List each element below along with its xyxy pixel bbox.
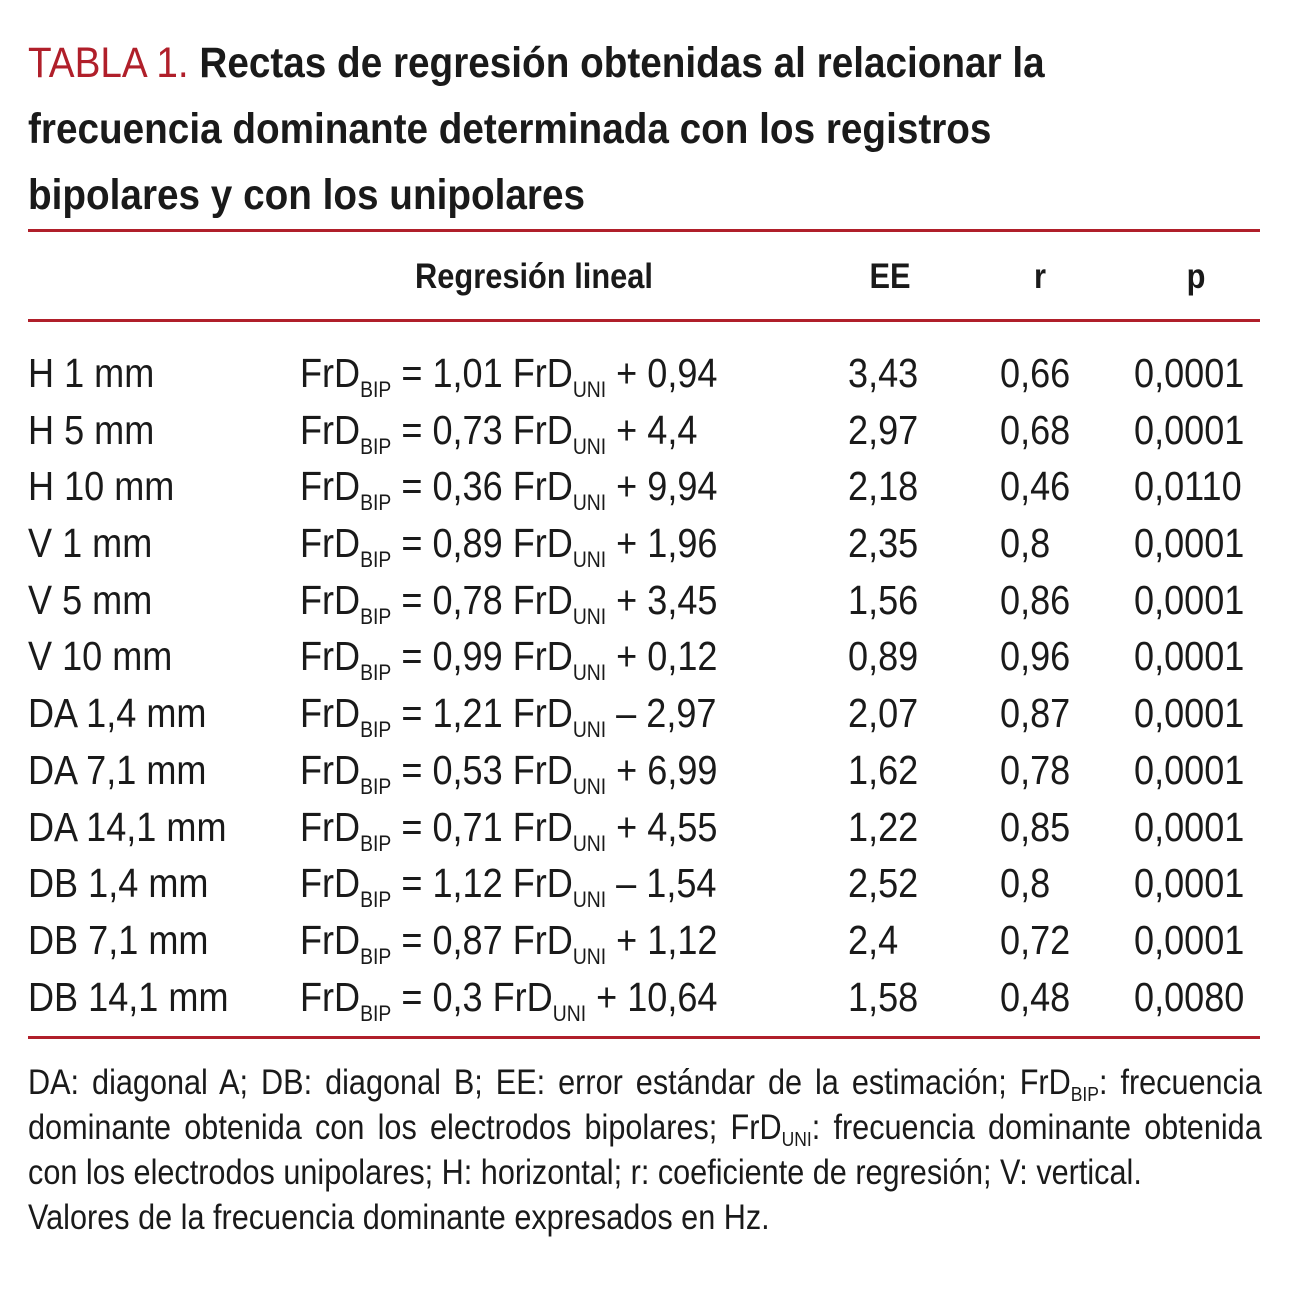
regression-equation xyxy=(300,799,718,855)
row-label: H 10 mm xyxy=(28,463,175,510)
table-footnote xyxy=(28,1060,1262,1240)
equation-eq-end: + 4,4 xyxy=(606,406,698,453)
table-row xyxy=(0,742,1290,799)
r-value: 0,85 xyxy=(1000,803,1071,850)
equation-lhs-sub: BIP xyxy=(360,717,392,743)
r-value: 0,86 xyxy=(1000,576,1071,623)
table-row xyxy=(0,458,1290,515)
regression-equation xyxy=(300,969,717,1025)
table-row xyxy=(0,912,1290,969)
row-label: DB 1,4 mm xyxy=(28,860,209,907)
p-value: 0,0001 xyxy=(1134,746,1245,793)
r-value: 0,46 xyxy=(1000,463,1071,510)
equation-rhs-sub: UNI xyxy=(552,1000,587,1026)
equation-rhs-sub: UNI xyxy=(572,433,607,459)
equation-rhs-sub: UNI xyxy=(572,603,607,629)
header-r: r xyxy=(1034,257,1046,296)
footnote-units: Valores de la frecuencia dominante expresados en Hz. xyxy=(28,1198,770,1237)
equation-eq-end: + 4,55 xyxy=(606,803,718,850)
equation-lhs-sub: BIP xyxy=(360,433,392,459)
table-row xyxy=(0,799,1290,856)
equation-eq-mid: = 0,73 FrD xyxy=(391,406,573,453)
top-rule xyxy=(28,229,1260,232)
ee-value: 2,4 xyxy=(848,916,899,963)
regression-equation xyxy=(300,345,718,401)
bottom-rule xyxy=(28,1036,1260,1039)
equation-lhs-sub: BIP xyxy=(360,547,392,573)
equation-lhs-sub: BIP xyxy=(360,603,392,629)
equation-eq-end: – 2,97 xyxy=(606,690,717,737)
table-row xyxy=(0,685,1290,742)
equation-rhs-sub: UNI xyxy=(572,547,607,573)
equation-eq-end: + 1,12 xyxy=(606,916,718,963)
ee-value: 0,89 xyxy=(848,633,919,680)
regression-equation xyxy=(300,572,718,628)
ee-value: 2,18 xyxy=(848,463,919,510)
r-value: 0,72 xyxy=(1000,916,1071,963)
equation-lhs: FrD xyxy=(300,520,361,567)
p-value: 0,0110 xyxy=(1134,463,1242,510)
row-label: H 1 mm xyxy=(28,350,155,396)
table-row xyxy=(0,628,1290,685)
equation-lhs: FrD xyxy=(300,350,361,396)
regression-equation xyxy=(300,402,697,458)
ee-value: 1,22 xyxy=(848,803,919,850)
equation-eq-mid: = 0,53 FrD xyxy=(391,746,573,793)
equation-eq-mid: = 0,87 FrD xyxy=(391,916,573,963)
regression-equation xyxy=(300,742,718,798)
table-row xyxy=(0,855,1290,912)
ee-value: 2,07 xyxy=(848,690,919,737)
r-value: 0,87 xyxy=(1000,690,1071,737)
regression-equation xyxy=(300,685,717,741)
row-label: DA 14,1 mm xyxy=(28,803,227,850)
equation-eq-mid: = 0,36 FrD xyxy=(391,463,573,510)
equation-rhs-sub: UNI xyxy=(572,490,607,516)
equation-eq-mid: = 0,99 FrD xyxy=(391,633,573,680)
equation-lhs-sub: BIP xyxy=(360,377,392,402)
p-value: 0,0001 xyxy=(1134,803,1245,850)
equation-eq-end: – 1,54 xyxy=(606,860,717,907)
ee-value: 3,43 xyxy=(848,350,919,396)
regression-equation xyxy=(300,855,717,911)
table-row xyxy=(0,515,1290,572)
equation-lhs-sub: BIP xyxy=(360,490,392,516)
r-value: 0,48 xyxy=(1000,973,1071,1020)
regression-equation xyxy=(300,458,718,514)
equation-rhs-sub: UNI xyxy=(572,717,607,743)
row-label: H 5 mm xyxy=(28,406,155,453)
equation-eq-mid: = 1,21 FrD xyxy=(391,690,573,737)
equation-rhs-sub: UNI xyxy=(572,773,607,799)
regression-equation xyxy=(300,628,718,684)
equation-eq-mid: = 0,3 FrD xyxy=(391,973,553,1020)
row-label: DB 7,1 mm xyxy=(28,916,209,963)
r-value: 0,8 xyxy=(1000,860,1051,907)
equation-eq-mid: = 1,01 FrD xyxy=(391,350,573,396)
row-label: DA 7,1 mm xyxy=(28,746,207,793)
equation-rhs-sub: UNI xyxy=(572,943,607,969)
table-body xyxy=(0,345,1290,1025)
p-value: 0,0001 xyxy=(1134,520,1245,567)
header-ee: EE xyxy=(869,257,911,296)
regression-equation xyxy=(300,912,718,968)
equation-lhs: FrD xyxy=(300,746,361,793)
equation-rhs-sub: UNI xyxy=(572,830,607,856)
equation-rhs-sub: UNI xyxy=(572,377,607,402)
footnote-sub-bip: BIP xyxy=(1070,1084,1099,1106)
header-p: p xyxy=(1186,257,1206,296)
equation-rhs-sub: UNI xyxy=(572,660,607,686)
row-label: V 1 mm xyxy=(28,520,153,567)
p-value: 0,0001 xyxy=(1134,350,1245,396)
equation-eq-end: + 1,96 xyxy=(606,520,718,567)
equation-eq-mid: = 0,89 FrD xyxy=(391,520,573,567)
ee-value: 1,58 xyxy=(848,973,919,1020)
equation-eq-mid: = 1,12 FrD xyxy=(391,860,573,907)
p-value: 0,0001 xyxy=(1134,690,1245,737)
equation-lhs-sub: BIP xyxy=(360,773,392,799)
footnote-text-1: DA: diagonal A; DB: diagonal B; EE: error estándar de la estimación; FrD xyxy=(28,1063,1071,1102)
equation-lhs-sub: BIP xyxy=(360,887,392,913)
equation-lhs-sub: BIP xyxy=(360,660,392,686)
footnote-sub-uni: UNI xyxy=(781,1129,812,1151)
regression-equation xyxy=(300,515,718,571)
ee-value: 2,52 xyxy=(848,860,919,907)
equation-lhs: FrD xyxy=(300,690,361,737)
ee-value: 1,62 xyxy=(848,746,919,793)
r-value: 0,66 xyxy=(1000,350,1071,396)
header-rule xyxy=(28,319,1260,322)
header-regresion: Regresión lineal xyxy=(415,257,653,296)
equation-lhs: FrD xyxy=(300,973,361,1020)
footnote-abbreviations xyxy=(28,1060,1262,1195)
equation-lhs: FrD xyxy=(300,860,361,907)
ee-value: 1,56 xyxy=(848,576,919,623)
table-title xyxy=(28,30,1144,228)
table-row xyxy=(0,402,1290,459)
equation-eq-end: + 9,94 xyxy=(606,463,718,510)
r-value: 0,78 xyxy=(1000,746,1071,793)
p-value: 0,0080 xyxy=(1134,973,1245,1020)
table-row xyxy=(0,969,1290,1026)
equation-rhs-sub: UNI xyxy=(572,887,607,913)
r-value: 0,96 xyxy=(1000,633,1071,680)
equation-lhs: FrD xyxy=(300,803,361,850)
row-label: V 10 mm xyxy=(28,633,173,680)
row-label: V 5 mm xyxy=(28,576,153,623)
equation-eq-mid: = 0,71 FrD xyxy=(391,803,573,850)
table-row xyxy=(0,345,1290,402)
footnote-text-3: : frecuencia dominante obtenida con los electrodos unipolares; H: horizontal; r: coeficiente de regresión; V: vertical. xyxy=(28,1108,1262,1192)
p-value: 0,0001 xyxy=(1134,576,1245,623)
equation-eq-mid: = 0,78 FrD xyxy=(391,576,573,623)
equation-eq-end: + 6,99 xyxy=(606,746,718,793)
equation-eq-end: + 10,64 xyxy=(586,973,718,1020)
equation-eq-end: + 0,94 xyxy=(606,350,718,396)
row-label: DB 14,1 mm xyxy=(28,973,229,1020)
p-value: 0,0001 xyxy=(1134,633,1245,680)
ee-value: 2,35 xyxy=(848,520,919,567)
equation-lhs-sub: BIP xyxy=(360,830,392,856)
footnote-text-2: : frecuencia dominante obtenida con los electrodos bipolares; FrD xyxy=(28,1063,1262,1147)
r-value: 0,68 xyxy=(1000,406,1071,453)
equation-lhs: FrD xyxy=(300,406,361,453)
equation-eq-end: + 3,45 xyxy=(606,576,718,623)
p-value: 0,0001 xyxy=(1134,860,1245,907)
p-value: 0,0001 xyxy=(1134,406,1245,453)
equation-eq-end: + 0,12 xyxy=(606,633,718,680)
row-label: DA 1,4 mm xyxy=(28,690,207,737)
table-row xyxy=(0,572,1290,629)
ee-value: 2,97 xyxy=(848,406,919,453)
equation-lhs: FrD xyxy=(300,633,361,680)
r-value: 0,8 xyxy=(1000,520,1051,567)
equation-lhs: FrD xyxy=(300,576,361,623)
equation-lhs: FrD xyxy=(300,463,361,510)
table-label: TABLA 1. xyxy=(28,39,189,87)
equation-lhs-sub: BIP xyxy=(360,1000,392,1026)
table-caption: Rectas de regresión obtenidas al relacionar la frecuencia dominante determinada con los registros bipolares y con los unipolares xyxy=(28,39,1045,219)
p-value: 0,0001 xyxy=(1134,916,1245,963)
equation-lhs-sub: BIP xyxy=(360,943,392,969)
equation-lhs: FrD xyxy=(300,916,361,963)
